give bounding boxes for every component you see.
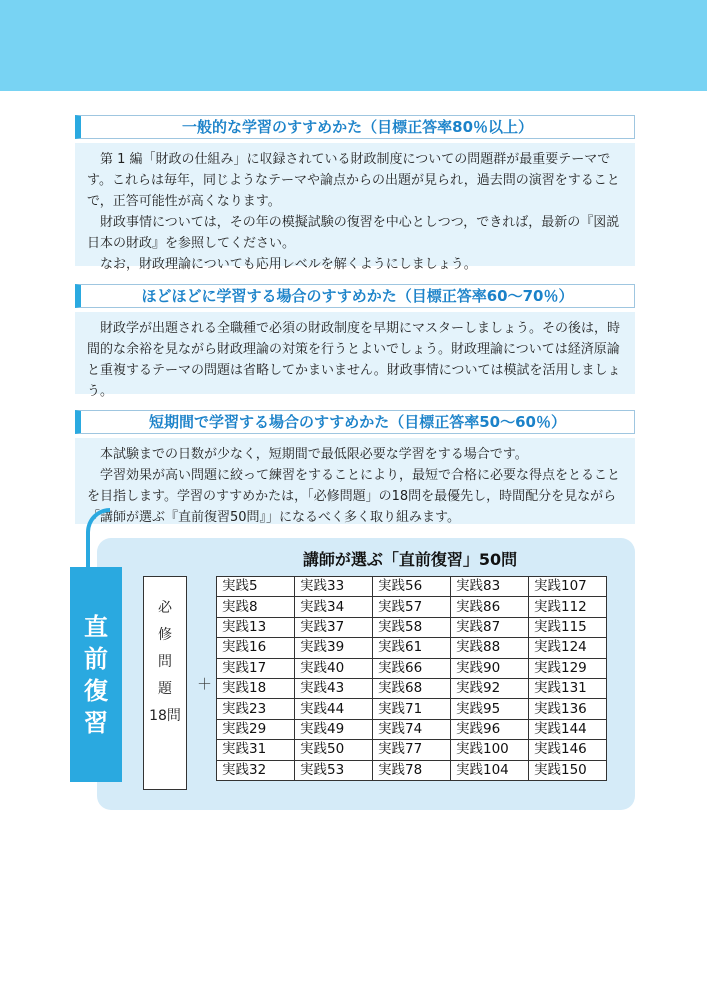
question-cell: 実践61 [373, 638, 451, 658]
question-cell: 実践8 [217, 597, 295, 617]
section-heading-short [75, 410, 635, 434]
question-cell: 実践96 [451, 719, 529, 739]
question-cell: 実践92 [451, 678, 529, 698]
section-body-general [75, 143, 635, 272]
paragraph: なお，財政理論についても応用レベルを解くようにしましょう。 [100, 257, 477, 272]
tab-char: 前 [84, 645, 108, 673]
required-char: 題 [158, 681, 172, 697]
question-cell: 実践49 [295, 719, 373, 739]
section-body-moderate [75, 312, 635, 399]
table-row [217, 577, 607, 597]
table-row [217, 638, 607, 658]
section-heading-text: 短期間で学習する場合のすすめかた（目標正答率50～60％） [149, 413, 566, 431]
paragraph: 第 1 編「財政の仕組み」に収録されている財政制度についての問題群が最重要テーマです。これらは毎年，同じようなテーマや論点からの出題が見られ，過去問の演習をすることで，正答可能性が高くなります。 [87, 152, 620, 209]
question-cell: 実践39 [295, 638, 373, 658]
question-cell: 実践40 [295, 658, 373, 678]
question-cell: 実践112 [529, 597, 607, 617]
tab-char: 直 [84, 613, 108, 641]
table-row [217, 617, 607, 637]
review-vertical-tab [70, 567, 122, 782]
question-cell: 実践33 [295, 577, 373, 597]
required-char: 問 [158, 654, 172, 670]
table-row [217, 678, 607, 698]
review-title: 講師が選ぶ「直前復習」50問 [302, 550, 518, 569]
paragraph: 財政学が出題される全職種で必須の財政制度を早期にマスターしましょう。その後は，時間的な余裕を見ながら財政理論の対策を行うとよいでしょう。財政理論については経済原論と重複するテーマの問題は省略してかまいません。財政事情については模試を活用しましょう。 [87, 321, 621, 399]
tab-char: 復 [84, 677, 108, 705]
question-cell: 実践13 [217, 617, 295, 637]
question-cell: 実践129 [529, 658, 607, 678]
question-cell: 実践83 [451, 577, 529, 597]
question-cell: 実践86 [451, 597, 529, 617]
question-cell: 実践50 [295, 740, 373, 760]
question-cell: 実践5 [217, 577, 295, 597]
question-cell: 実践115 [529, 617, 607, 637]
required-questions-box [143, 576, 187, 790]
question-cell: 実践68 [373, 678, 451, 698]
section-heading-text: ほどほどに学習する場合のすすめかた（目標正答率60～70％） [141, 287, 574, 305]
question-cell: 実践44 [295, 699, 373, 719]
plus-sign: ＋ [197, 675, 213, 693]
question-cell: 実践136 [529, 699, 607, 719]
review-question-table [216, 576, 607, 781]
table-row [217, 658, 607, 678]
question-cell: 実践37 [295, 617, 373, 637]
question-cell: 実践16 [217, 638, 295, 658]
question-cell: 実践104 [451, 760, 529, 780]
tab-char: 習 [84, 709, 108, 737]
table-row [217, 699, 607, 719]
paragraph: 本試験までの日数が少なく，短期間で最低限必要な学習をする場合です。 [100, 447, 528, 462]
top-color-band [0, 0, 707, 91]
question-cell: 実践90 [451, 658, 529, 678]
table-row [217, 719, 607, 739]
question-cell: 実践31 [217, 740, 295, 760]
question-cell: 実践18 [217, 678, 295, 698]
question-cell: 実践23 [217, 699, 295, 719]
paragraph: 学習効果が高い問題に絞って練習をすることにより，最短で合格に必要な得点をとることを目指します。学習のすすめかたは，「必修問題」の18問を最優先し，時間配分を見ながら「講師が選ぶ『直前復習50問』」になるべく多く取り組みます。 [87, 468, 621, 525]
question-cell: 実践66 [373, 658, 451, 678]
question-cell: 実践56 [373, 577, 451, 597]
section-heading-general [75, 115, 635, 139]
question-cell: 実践131 [529, 678, 607, 698]
question-cell: 実践144 [529, 719, 607, 739]
question-cell: 実践124 [529, 638, 607, 658]
question-cell: 実践77 [373, 740, 451, 760]
question-cell: 実践58 [373, 617, 451, 637]
question-cell: 実践29 [217, 719, 295, 739]
question-cell: 実践53 [295, 760, 373, 780]
question-cell: 実践95 [451, 699, 529, 719]
paragraph: 財政事情については，その年の模擬試験の復習を中心としつつ，できれば，最新の『図説 日本の財政』を参照してください。 [87, 215, 633, 251]
question-cell: 実践34 [295, 597, 373, 617]
required-char: 必 [158, 600, 172, 616]
section-heading-text: 一般的な学習のすすめかた（目標正答率80％以上） [181, 118, 534, 136]
question-cell: 実践88 [451, 638, 529, 658]
question-cell: 実践78 [373, 760, 451, 780]
question-cell: 実践100 [451, 740, 529, 760]
question-cell: 実践43 [295, 678, 373, 698]
required-char: 18問 [149, 708, 181, 724]
section-body-short [75, 438, 635, 524]
question-cell: 実践87 [451, 617, 529, 637]
table-row [217, 760, 607, 780]
table-row [217, 597, 607, 617]
question-cell: 実践74 [373, 719, 451, 739]
question-cell: 実践57 [373, 597, 451, 617]
question-cell: 実践150 [529, 760, 607, 780]
question-cell: 実践17 [217, 658, 295, 678]
required-char: 修 [158, 627, 172, 643]
question-cell: 実践146 [529, 740, 607, 760]
question-cell: 実践107 [529, 577, 607, 597]
section-heading-moderate [75, 284, 635, 308]
question-cell: 実践71 [373, 699, 451, 719]
question-cell: 実践32 [217, 760, 295, 780]
table-row [217, 740, 607, 760]
